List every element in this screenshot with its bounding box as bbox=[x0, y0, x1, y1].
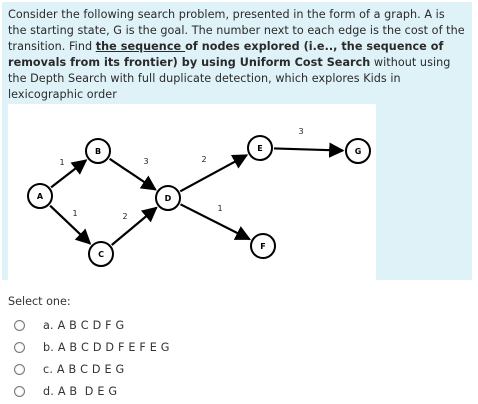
edge-a-b bbox=[51, 160, 86, 187]
question-line-1: Consider the following search problem, presented in the form of a graph. A is bbox=[8, 8, 445, 21]
edge-cost-e-g: 3 bbox=[298, 127, 304, 136]
question-text bbox=[8, 7, 468, 103]
edge-cost-c-d: 2 bbox=[122, 212, 128, 221]
node-d bbox=[156, 186, 180, 210]
edge-d-f bbox=[180, 204, 249, 239]
question-bold-phrase: of nodes explored (i.e.., the sequence of bbox=[185, 40, 444, 53]
node-e bbox=[248, 136, 272, 160]
option-a[interactable] bbox=[8, 316, 308, 334]
edge-cost-d-e: 2 bbox=[201, 155, 207, 164]
option-c[interactable] bbox=[8, 360, 308, 378]
node-label: G bbox=[354, 147, 362, 156]
option-b[interactable] bbox=[8, 338, 308, 356]
option-b-label: b. A B C D D F E F E G bbox=[43, 340, 170, 354]
edge-cost-d-f: 1 bbox=[217, 204, 223, 213]
node-label: A bbox=[36, 192, 44, 201]
node-label: D bbox=[164, 194, 172, 203]
question-line-4 bbox=[8, 55, 468, 71]
node-a bbox=[28, 184, 52, 208]
edge-a-c bbox=[50, 206, 90, 244]
option-a-label: a. A B C D F G bbox=[43, 318, 125, 332]
graph-diagram bbox=[8, 104, 376, 280]
edge-e-g bbox=[274, 148, 343, 150]
edge-cost-a-b: 1 bbox=[59, 158, 65, 167]
question-line-3 bbox=[8, 39, 468, 55]
option-d-label: d. A B D E G bbox=[43, 384, 118, 398]
radio-d[interactable] bbox=[14, 386, 25, 397]
answer-area bbox=[0, 282, 478, 404]
node-label: F bbox=[260, 242, 266, 251]
node-label: B bbox=[94, 147, 102, 156]
edge-b-d bbox=[110, 159, 156, 190]
node-c bbox=[89, 242, 113, 266]
edge-cost-b-d: 3 bbox=[143, 157, 149, 166]
question-line-6: lexicographic order bbox=[8, 88, 117, 101]
question-line-2: the starting state, G is the goal. The number next to each edge is the cost of the bbox=[8, 24, 465, 37]
node-b bbox=[86, 139, 110, 163]
edge-d-e bbox=[180, 155, 247, 191]
option-d[interactable] bbox=[8, 382, 308, 400]
radio-a[interactable] bbox=[14, 320, 25, 331]
edge-cost-a-c: 1 bbox=[72, 209, 78, 218]
node-f bbox=[251, 234, 275, 258]
question-underlined-phrase: the sequence bbox=[95, 40, 186, 53]
question-line-4-end: without using bbox=[370, 56, 451, 69]
node-label: E bbox=[257, 144, 263, 153]
node-label: C bbox=[98, 250, 104, 259]
question-line-5: the Depth Search with full duplicate detection, which explores Kids in bbox=[8, 72, 401, 85]
question-box bbox=[2, 2, 472, 280]
select-one-label: Select one: bbox=[8, 295, 71, 308]
question-line-3-start: transition. Find bbox=[8, 40, 96, 53]
edge-c-d bbox=[112, 208, 157, 245]
option-c-label: c. A B C D E G bbox=[43, 362, 125, 376]
radio-c[interactable] bbox=[14, 364, 25, 375]
radio-b[interactable] bbox=[14, 342, 25, 353]
graph-figure bbox=[8, 104, 376, 280]
question-bold-line: removals from its frontier) by using Uniform Cost Search bbox=[8, 56, 371, 69]
node-g bbox=[346, 139, 370, 163]
